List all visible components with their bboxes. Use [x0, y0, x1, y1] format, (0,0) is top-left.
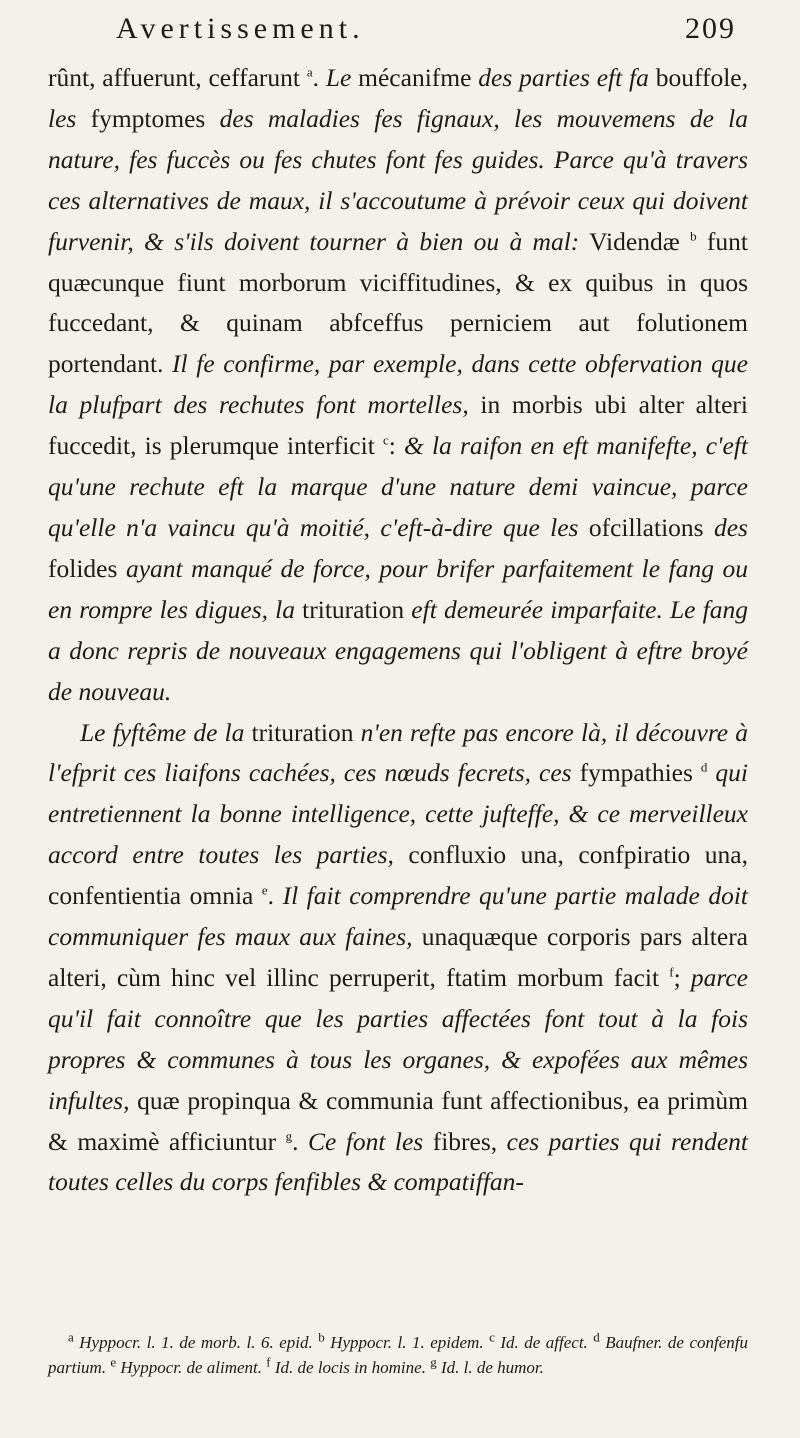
page-number: 209 — [685, 12, 736, 45]
italic-span: n'en refte pas encore là, il découvre à l'efprit ces liaifons cachées, ces nœuds fecrets, ces — [48, 717, 748, 788]
footnote-marker: g — [430, 1354, 437, 1370]
text-span: . — [312, 63, 326, 92]
text-span: fymptomes — [76, 103, 220, 133]
footnote-text: Id. de affect. — [494, 1333, 594, 1352]
footnote-text: Id. de locis in homine. — [270, 1358, 431, 1377]
text-span: trituration — [244, 717, 361, 747]
text-span: trituration — [295, 594, 412, 624]
footnote-ref: a — [306, 64, 313, 80]
footnote-ref: d — [700, 759, 708, 775]
text-span: . — [267, 881, 283, 911]
italic-span: des maladies fes fignaux, les mouvemens de la nature, fes fuccès ou fes chutes font fes guides. Parce qu'à travers ces alternatives de maux, il s'accoutume à prévoir ceux qui doivent furvenir, & s'ils doivent tourner à bien ou à mal: — [48, 103, 748, 256]
footnote-text: Hyppocr. l. 1. de morb. l. 6. epid. — [73, 1333, 319, 1352]
running-title: Avertissement. — [116, 12, 365, 45]
text-span: ofcillations — [578, 512, 714, 542]
italic-span: parce qu'il fait connoître que les parties affectées font tout à la fois propres & communes à tous les organes, & expofées aux mêmes infultes, — [48, 962, 748, 1115]
footnote-marker: f — [266, 1354, 271, 1370]
footnote-text: Baufner. de confenfu partium. — [48, 1333, 748, 1377]
text-span: fibres, — [423, 1126, 507, 1156]
footnotes — [48, 1330, 748, 1380]
italic-span: Le — [325, 63, 352, 92]
text-span: unaquæque corporis pars altera alteri, cùm hinc vel illinc perruperit, ftatim morbum facit — [48, 922, 748, 992]
italic-span: eft demeurée imparfaite. Le fang a donc repris de nouveaux engagemens qui l'obligent à eftre broyé de nouveau. — [48, 594, 748, 706]
footnote-ref: b — [690, 228, 697, 244]
italic-span: Ce font les — [307, 1126, 424, 1156]
running-header — [116, 12, 736, 56]
footnote-ref: f — [669, 964, 674, 980]
text-span: . — [292, 1126, 308, 1156]
text-span: quæ propinqua & communia funt affectionibus, ea primùm & maximè afficiuntur — [48, 1085, 748, 1156]
italic-span: Il fait comprendre qu'une partie malade doit communiquer fes maux aux faines, — [48, 881, 749, 952]
text-span: folides — [48, 553, 126, 583]
paragraph-1 — [48, 58, 748, 713]
footnote-marker: b — [318, 1329, 325, 1345]
footnote-list — [48, 1330, 748, 1380]
body-text — [48, 58, 748, 1203]
italic-span: ayant manqué de force, pour brifer parfaitement le fang ou en rompre les digues, la — [48, 553, 748, 624]
text-span: ; — [673, 962, 691, 992]
italic-span: ces parties qui rendent toutes celles du corps fenfibles & compatiffan- — [48, 1126, 749, 1197]
paragraph-2 — [48, 713, 748, 1204]
text-span: funt quæcunque fiunt morborum viciffitudines, & ex quibus in quos fuccedant, & quinam abfceffus perniciem aut folutionem portendant. — [48, 226, 748, 379]
footnote-marker: c — [489, 1329, 495, 1345]
text-span: confluxio una, confpiratio una, confentientia omnia — [48, 840, 748, 911]
italic-span: Il fe confirme, par exemple, dans cette obfervation que la plufpart des rechutes font mortelles, — [48, 349, 748, 420]
footnote-marker: e — [110, 1354, 117, 1370]
footnote-text: Hyppocr. de aliment. — [116, 1358, 267, 1377]
text-span: Videndæ — [579, 226, 691, 256]
footnote-ref: e — [261, 882, 268, 898]
text-span: in morbis ubi alter alteri fuccedit, is plerumque interficit — [48, 390, 748, 461]
text-span: rûnt, affuerunt, ceffarunt — [48, 63, 307, 92]
text-span: fympathies — [571, 758, 701, 788]
footnote-ref: c — [382, 432, 389, 448]
footnote-marker: a — [68, 1329, 74, 1345]
footnote-ref: g — [285, 1128, 293, 1144]
italic-span: Le fyftême de la — [80, 717, 245, 747]
footnote-marker: d — [593, 1329, 600, 1345]
italic-span: les — [48, 103, 77, 133]
footnote-text: Id. l. de humor. — [436, 1358, 544, 1377]
italic-span: qui entretiennent la bonne intelligence, cette jufteffe, & ce merveilleux accord entre toutes les parties, — [48, 758, 748, 870]
text-span: bouffole, — [648, 63, 748, 92]
text-span: : — [388, 431, 404, 461]
italic-span: des parties eft fa — [478, 63, 649, 92]
italic-span: & la raifon en eft manifefte, c'eft qu'une rechute eft la marque d'une nature demi vaincue, parce qu'elle n'a vaincu qu'à moitié, c'eft-à-dire que les — [48, 431, 748, 542]
italic-span: des — [713, 512, 748, 542]
footnote-text: Hyppocr. l. 1. epidem. — [324, 1333, 490, 1352]
text-span: mécanifme — [351, 63, 479, 92]
